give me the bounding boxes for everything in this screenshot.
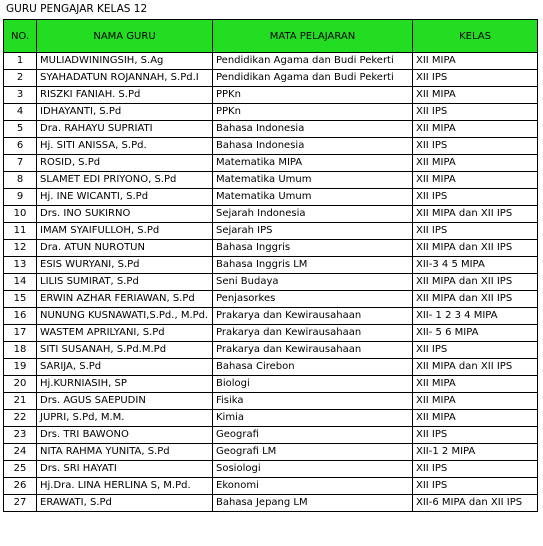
cell-no[interactable]: 8: [4, 172, 37, 189]
cell-no[interactable]: 1: [4, 53, 37, 70]
cell-subject[interactable]: Geografi LM: [213, 444, 413, 461]
cell-class[interactable]: XII IPS: [413, 138, 538, 155]
cell-class[interactable]: XII MIPA: [413, 393, 538, 410]
table-row: [4, 444, 538, 461]
cell-subject[interactable]: Seni Budaya: [213, 274, 413, 291]
table-body: [4, 53, 538, 512]
cell-class[interactable]: XII MIPA dan XII IPS: [413, 240, 538, 257]
cell-class[interactable]: XII MIPA: [413, 53, 538, 70]
table-row: [4, 257, 538, 274]
cell-no[interactable]: 16: [4, 308, 37, 325]
cell-class[interactable]: XII IPS: [413, 461, 538, 478]
cell-class[interactable]: XII IPS: [413, 427, 538, 444]
table-row: [4, 240, 538, 257]
cell-subject[interactable]: Prakarya dan Kewirausahaan: [213, 325, 413, 342]
cell-no[interactable]: 15: [4, 291, 37, 308]
table-row: [4, 393, 538, 410]
cell-teacher-name[interactable]: Dra. ATUN NUROTUN: [37, 240, 213, 257]
cell-teacher-name[interactable]: SARIJA, S.Pd: [37, 359, 213, 376]
cell-class[interactable]: XII MIPA dan XII IPS: [413, 274, 538, 291]
table-row: [4, 223, 538, 240]
table-row: [4, 478, 538, 495]
table-row: [4, 172, 538, 189]
cell-no[interactable]: 27: [4, 495, 37, 512]
table-row: [4, 138, 538, 155]
cell-teacher-name[interactable]: Hj. SITI ANISSA, S.Pd.: [37, 138, 213, 155]
cell-teacher-name[interactable]: JUPRI, S.Pd, M.M.: [37, 410, 213, 427]
cell-class[interactable]: XII- 1 2 3 4 MIPA: [413, 308, 538, 325]
cell-no[interactable]: 21: [4, 393, 37, 410]
cell-teacher-name[interactable]: IMAM SYAIFULLOH, S.Pd: [37, 223, 213, 240]
table-row: [4, 308, 538, 325]
cell-subject[interactable]: Kimia: [213, 410, 413, 427]
cell-no[interactable]: 6: [4, 138, 37, 155]
cell-no[interactable]: 23: [4, 427, 37, 444]
cell-class[interactable]: XII MIPA: [413, 172, 538, 189]
cell-class[interactable]: XII MIPA dan XII IPS: [413, 206, 538, 223]
cell-no[interactable]: 5: [4, 121, 37, 138]
cell-subject[interactable]: Bahasa Indonesia: [213, 138, 413, 155]
table-header: [4, 20, 538, 53]
cell-no[interactable]: 11: [4, 223, 37, 240]
cell-class[interactable]: XII IPS: [413, 104, 538, 121]
header-subject[interactable]: MATA PELAJARAN: [213, 20, 413, 53]
table-row: [4, 461, 538, 478]
cell-teacher-name[interactable]: SITI SUSANAH, S.Pd.M.Pd: [37, 342, 213, 359]
cell-no[interactable]: 26: [4, 478, 37, 495]
header-no[interactable]: NO.: [4, 20, 37, 53]
cell-no[interactable]: 2: [4, 70, 37, 87]
table-row: [4, 325, 538, 342]
header-name[interactable]: NAMA GURU: [37, 20, 213, 53]
cell-subject[interactable]: Bahasa Inggris LM: [213, 257, 413, 274]
table-row: [4, 206, 538, 223]
cell-no[interactable]: 9: [4, 189, 37, 206]
cell-subject[interactable]: Geografi: [213, 427, 413, 444]
cell-teacher-name[interactable]: NUNUNG KUSNAWATI,S.Pd., M.Pd.: [37, 308, 213, 325]
cell-class[interactable]: XII IPS: [413, 342, 538, 359]
cell-subject[interactable]: Matematika Umum: [213, 189, 413, 206]
table-row: [4, 342, 538, 359]
cell-teacher-name[interactable]: Hj.Dra. LINA HERLINA S, M.Pd.: [37, 478, 213, 495]
table-row: [4, 274, 538, 291]
cell-subject[interactable]: Ekonomi: [213, 478, 413, 495]
cell-subject[interactable]: Bahasa Inggris: [213, 240, 413, 257]
cell-no[interactable]: 25: [4, 461, 37, 478]
cell-no[interactable]: 22: [4, 410, 37, 427]
cell-no[interactable]: 12: [4, 240, 37, 257]
cell-class[interactable]: XII- 5 6 MIPA: [413, 325, 538, 342]
cell-no[interactable]: 20: [4, 376, 37, 393]
table-row: [4, 104, 538, 121]
table-row: [4, 376, 538, 393]
cell-teacher-name[interactable]: ERWIN AZHAR FERIAWAN, S.Pd: [37, 291, 213, 308]
cell-subject[interactable]: Prakarya dan Kewirausahaan: [213, 342, 413, 359]
cell-no[interactable]: 24: [4, 444, 37, 461]
table-row: [4, 53, 538, 70]
cell-teacher-name[interactable]: Drs. SRI HAYATI: [37, 461, 213, 478]
table-row: [4, 410, 538, 427]
table-row: [4, 495, 538, 512]
header-row: [4, 20, 538, 53]
cell-teacher-name[interactable]: LILIS SUMIRAT, S.Pd: [37, 274, 213, 291]
cell-class[interactable]: XII MIPA: [413, 155, 538, 172]
cell-teacher-name[interactable]: Drs. TRI BAWONO: [37, 427, 213, 444]
teacher-table: [3, 19, 538, 512]
table-row: [4, 189, 538, 206]
cell-teacher-name[interactable]: IDHAYANTI, S.Pd: [37, 104, 213, 121]
cell-class[interactable]: XII IPS: [413, 478, 538, 495]
cell-subject[interactable]: Biologi: [213, 376, 413, 393]
cell-teacher-name[interactable]: Dra. RAHAYU SUPRIATI: [37, 121, 213, 138]
cell-no[interactable]: 10: [4, 206, 37, 223]
cell-teacher-name[interactable]: NITA RAHMA YUNITA, S.Pd: [37, 444, 213, 461]
cell-teacher-name[interactable]: Drs. INO SUKIRNO: [37, 206, 213, 223]
cell-subject[interactable]: Bahasa Indonesia: [213, 121, 413, 138]
table-row: [4, 155, 538, 172]
cell-class[interactable]: XII IPS: [413, 223, 538, 240]
cell-no[interactable]: 17: [4, 325, 37, 342]
cell-subject[interactable]: Pendidikan Agama dan Budi Pekerti: [213, 53, 413, 70]
cell-teacher-name[interactable]: ESIS WURYANI, S.Pd: [37, 257, 213, 274]
cell-no[interactable]: 3: [4, 87, 37, 104]
cell-no[interactable]: 13: [4, 257, 37, 274]
table-row: [4, 87, 538, 104]
cell-subject[interactable]: Sosiologi: [213, 461, 413, 478]
cell-class[interactable]: XII IPS: [413, 189, 538, 206]
cell-subject[interactable]: PPKn: [213, 104, 413, 121]
cell-no[interactable]: 14: [4, 274, 37, 291]
cell-teacher-name[interactable]: WASTEM APRILYANI, S.Pd: [37, 325, 213, 342]
table-row: [4, 359, 538, 376]
cell-subject[interactable]: Sejarah IPS: [213, 223, 413, 240]
cell-teacher-name[interactable]: ERAWATI, S.Pd: [37, 495, 213, 512]
cell-no[interactable]: 18: [4, 342, 37, 359]
cell-no[interactable]: 19: [4, 359, 37, 376]
cell-class[interactable]: XII MIPA dan XII IPS: [413, 291, 538, 308]
cell-class[interactable]: XII MIPA dan XII IPS: [413, 359, 538, 376]
cell-teacher-name[interactable]: Hj.KURNIASIH, SP: [37, 376, 213, 393]
cell-teacher-name[interactable]: Drs. AGUS SAEPUDIN: [37, 393, 213, 410]
cell-teacher-name[interactable]: SYAHADATUN ROJANNAH, S.Pd.I: [37, 70, 213, 87]
cell-teacher-name[interactable]: ROSID, S.Pd: [37, 155, 213, 172]
cell-subject[interactable]: Bahasa Jepang LM: [213, 495, 413, 512]
cell-subject[interactable]: Bahasa Cirebon: [213, 359, 413, 376]
cell-teacher-name[interactable]: Hj. INE WICANTI, S.Pd: [37, 189, 213, 206]
cell-class[interactable]: XII MIPA: [413, 87, 538, 104]
cell-class[interactable]: XII MIPA: [413, 376, 538, 393]
table-row: [4, 121, 538, 138]
cell-subject[interactable]: Matematika MIPA: [213, 155, 413, 172]
cell-subject[interactable]: Penjasorkes: [213, 291, 413, 308]
sheet-title: GURU PENGAJAR KELAS 12: [6, 3, 148, 15]
cell-class[interactable]: XII-6 MIPA dan XII IPS: [413, 495, 538, 512]
cell-subject[interactable]: Prakarya dan Kewirausahaan: [213, 308, 413, 325]
cell-teacher-name[interactable]: MULIADWININGSIH, S.Ag: [37, 53, 213, 70]
cell-subject[interactable]: Pendidikan Agama dan Budi Pekerti: [213, 70, 413, 87]
cell-class[interactable]: XII MIPA: [413, 121, 538, 138]
cell-teacher-name[interactable]: SLAMET EDI PRIYONO, S.Pd: [37, 172, 213, 189]
header-class[interactable]: KELAS: [413, 20, 538, 53]
cell-class[interactable]: XII-1 2 MIPA: [413, 444, 538, 461]
cell-teacher-name[interactable]: RISZKI FANIAH. S.Pd: [37, 87, 213, 104]
table-row: [4, 70, 538, 87]
cell-class[interactable]: XII-3 4 5 MIPA: [413, 257, 538, 274]
cell-class[interactable]: XII MIPA: [413, 410, 538, 427]
cell-subject[interactable]: Matematika Umum: [213, 172, 413, 189]
cell-subject[interactable]: Sejarah Indonesia: [213, 206, 413, 223]
cell-subject[interactable]: PPKn: [213, 87, 413, 104]
cell-no[interactable]: 7: [4, 155, 37, 172]
cell-no[interactable]: 4: [4, 104, 37, 121]
cell-subject[interactable]: Fisika: [213, 393, 413, 410]
table-row: [4, 291, 538, 308]
cell-class[interactable]: XII IPS: [413, 70, 538, 87]
table-row: [4, 427, 538, 444]
